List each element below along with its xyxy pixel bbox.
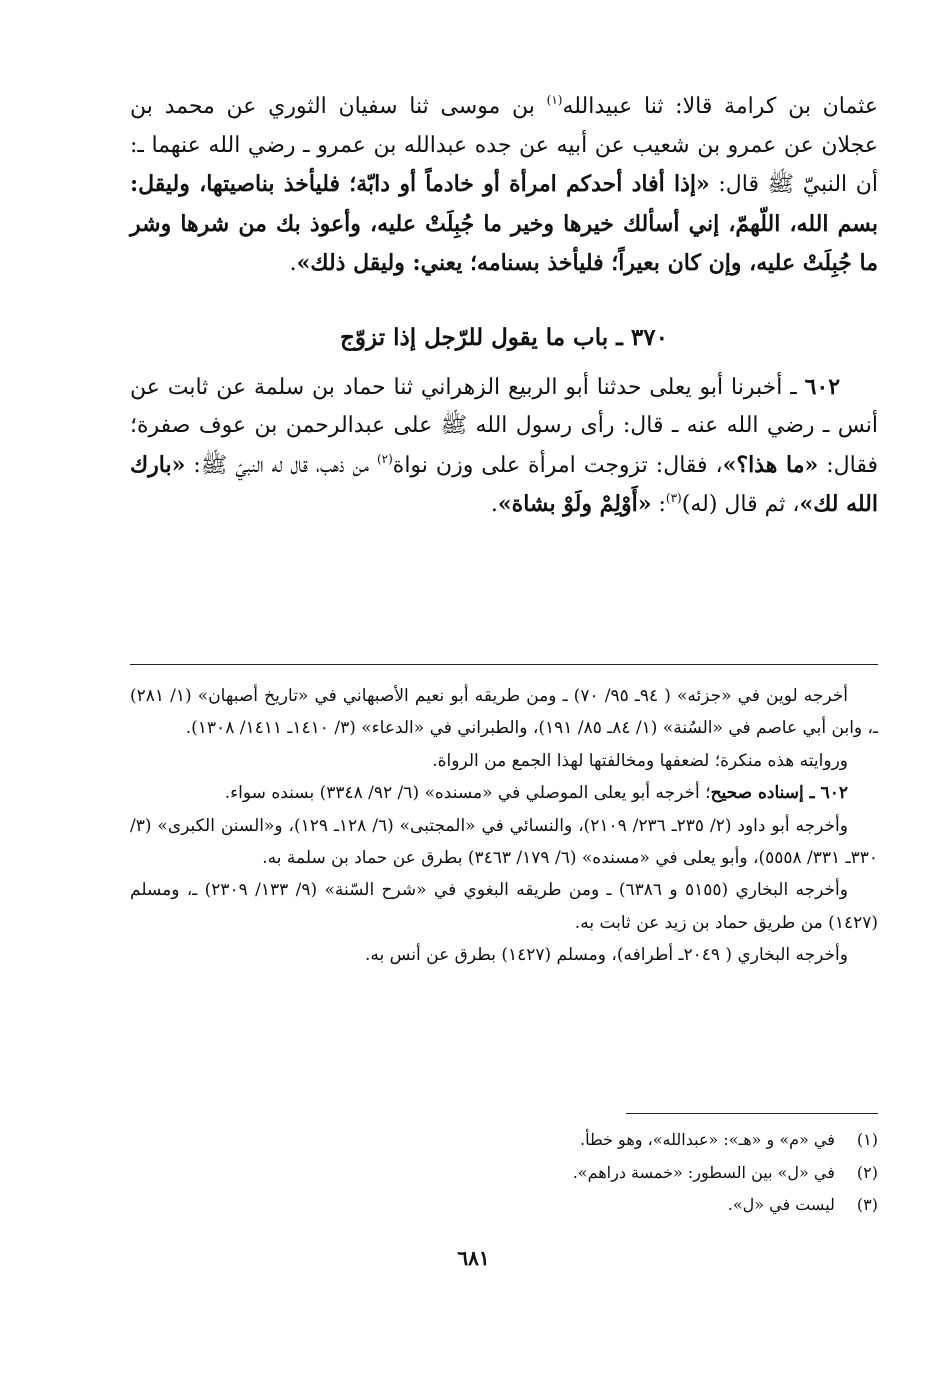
footnote-1 <box>130 1124 878 1157</box>
prophetic-saying: «إذا أفاد أحدكم امرأة أو خادماً أو دابّة؛ فليأخذ بناصيتها، وليقل: بسم الله، اللّهمّ، إني أسألك خيرها وخير ما جُبِلَتْ عليه، وأعوذ بك من شرها وشر ما جُبِلَتْ عليه، وإن كان بعيراً؛ فليأخذ بسنامه؛ يعني: وليقل ذلك» <box>130 171 878 276</box>
saying-awlim: «أَوْلِمْ ولَوْ بشاة» <box>497 491 652 517</box>
footnote-marker-1: (١) <box>546 93 563 107</box>
paragraph-hadith-601-end <box>130 88 878 284</box>
para2-text-e: : <box>651 492 666 517</box>
saying-ma-hadha: «ما هذا؟» <box>722 451 819 478</box>
note-3 <box>130 777 878 809</box>
para1-text-b: بن موسى ثنا سفيان الثوري عن محمد بن عجلان عن عمرو بن شعيب عن أبيه عن جده عبدالله بن عمرو ـ رضي الله عنهما ـ: أن النبيّ ﷺ قال: <box>130 94 878 197</box>
saying-barak-allah: «بارك الله لك» <box>130 451 878 517</box>
note-6: وأخرجه البخاري ( ٢٠٤٩ـ أطرافه)، ومسلم (١٤٢٧) بطرق عن أنس به. <box>365 945 848 966</box>
para2-text-d: ، ثم قال (له) <box>681 492 800 517</box>
takhrij-notes <box>130 680 878 972</box>
footnote-3-number: (٣) <box>856 1195 878 1215</box>
note-3-grading: ـ إسناده صحيح <box>710 783 821 804</box>
note-5: وأخرجه البخاري (٥١٥٥ و ٦٣٨٦) ـ ومن طريقه البغوي في «شرح السّنة» (٩/ ١٣٣/ ٢٣٠٩) ـ، ومسلم (١٤٢٧) من طريق حماد بن زيد عن ثابت به. <box>130 880 878 933</box>
para1-text-a: عثمان بن كرامة قالا: ثنا عبيدالله <box>562 94 878 119</box>
note-1: أخرجه لوين في «جزئه» ( ٩٤ـ ٩٥/ ٧٠) ـ ومن طريقه أبو نعيم الأصبهاني في «تاريخ أصبهان» (١/ ٢٨١) ـ، وابن أبي عاصم في «السُنة» (١/ ٨٤ـ ٨٥/ ١٩١)، والطبراني في «الدعاء» (٣/ ١٤١٠ـ ١٤١١/ ١٣٠٨). <box>130 686 878 739</box>
para2-text-a: ـ أخبرنا أبو يعلى حدثنا أبو الربيع الزهراني ثنا حماد بن سلمة عن ثابت عن أنس ـ رضي الله عنه ـ قال: رأى رسول الله ﷺ على عبدالرحمن بن عوف صفرة؛ فقال: <box>130 374 878 478</box>
note-3-number: ٦٠٢ <box>820 783 848 804</box>
para2-end: . <box>490 492 498 517</box>
footnotes-divider <box>626 1113 878 1114</box>
footnote-1-number: (١) <box>856 1130 878 1149</box>
note-4: وأخرجه أبو داود (٢/ ٢٣٥ـ ٢٣٦/ ٢١٠٩)، والنسائي في «المجتبى» (٦/ ١٢٨ـ ١٢٩)، و«السنن الكبرى» (٣/ ٣٣٠ـ ٣٣١/ ٥٥٥٨)، وأبو يعلى في «مسنده» (٦/ ١٧٩/ ٣٤٦٣) بطرق عن حماد بن سلمة به. <box>130 815 878 869</box>
note-2: وروايته هذه منكرة؛ لضعفها ومخالفتها لهذا الجمع من الرواة. <box>432 750 848 771</box>
main-text <box>130 88 878 525</box>
footnotes <box>130 1124 878 1222</box>
para2-text-b: ، فقال: تزوجت امرأة على وزن نواة <box>392 452 723 478</box>
footnote-2-text: في «ل» بين السطور: «خمسة دراهم». <box>572 1162 835 1182</box>
hadith-number: ٦٠٢ <box>804 373 841 400</box>
paragraph-hadith-602 <box>130 368 878 525</box>
footnote-2 <box>130 1157 878 1190</box>
chapter-heading: ٣٧٠ ـ باب ما يقول للرّجل إذا تزوّج <box>340 323 668 351</box>
note-3-text: ؛ أخرجه أبو يعلى الموصلي في «مسنده» (٦/ ٩٢/ ٣٣٤٨) بسنده سواء. <box>224 783 711 804</box>
footnote-marker-3: (٣) <box>665 491 682 505</box>
notes-divider <box>130 664 878 665</box>
footnote-1-text: في «م» و «هـ»: «عبدالله»، وهو خطأ. <box>579 1130 835 1149</box>
page-number: ٦٨١ <box>457 1246 490 1270</box>
footnote-marker-2: (٢) <box>376 451 393 466</box>
para1-end: . <box>289 251 297 276</box>
para2-text-c: من ذهب، قال له النبيّ ﷺ: <box>185 452 377 478</box>
footnote-3 <box>130 1189 878 1222</box>
footnote-3-text: ليست في «ل». <box>727 1195 835 1215</box>
footnote-2-number: (٢) <box>856 1162 878 1182</box>
